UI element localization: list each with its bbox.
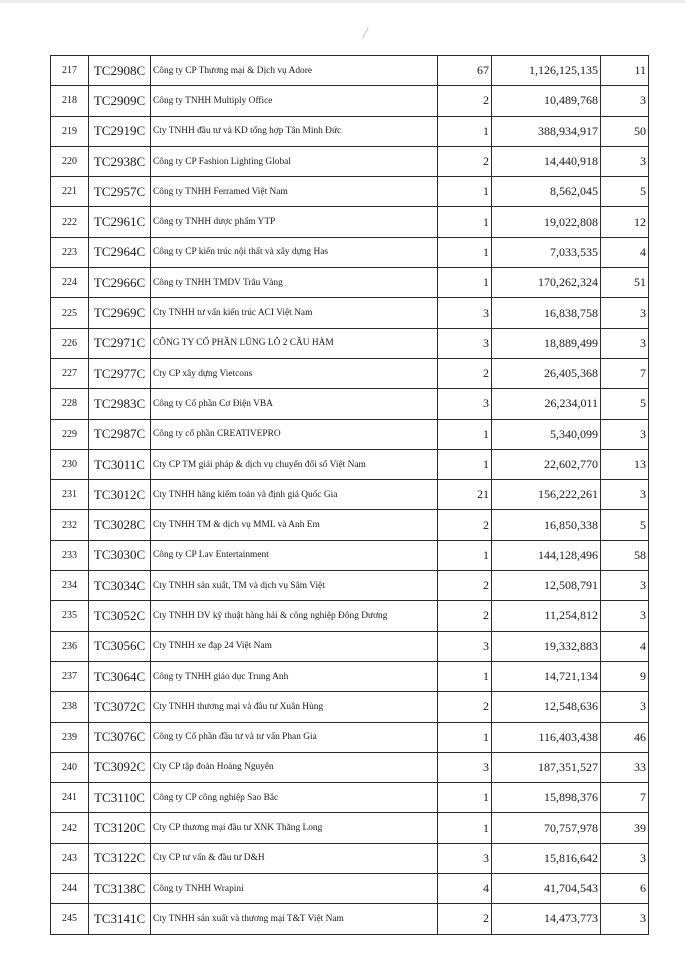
company-name: Cty TNHH TM & dịch vụ MML và Anh Em xyxy=(151,510,438,540)
count: 3 xyxy=(601,601,649,631)
count: 5 xyxy=(601,177,649,207)
company-name: Công ty TNHH Ferramed Việt Nam xyxy=(151,177,438,207)
table-row xyxy=(51,813,649,843)
count: 12 xyxy=(601,207,649,237)
count: 7 xyxy=(601,358,649,388)
row-index: 219 xyxy=(51,116,89,146)
row-index: 241 xyxy=(51,783,89,813)
company-code: TC2961C xyxy=(89,207,151,237)
quantity: 1 xyxy=(438,419,492,449)
count: 46 xyxy=(601,722,649,752)
company-name: Công ty Cổ phần Cơ Điện VBA xyxy=(151,389,438,419)
table-row xyxy=(51,874,649,904)
company-code: TC3034C xyxy=(89,571,151,601)
company-code: TC3011C xyxy=(89,449,151,479)
company-name: Công ty TNHH TMDV Trâu Vàng xyxy=(151,268,438,298)
count: 7 xyxy=(601,783,649,813)
table-row xyxy=(51,661,649,691)
row-index: 240 xyxy=(51,752,89,782)
amount: 8,562,045 xyxy=(492,177,601,207)
company-name: Cty CP thương mại đầu tư XNK Thăng Long xyxy=(151,813,438,843)
company-code: TC3110C xyxy=(89,783,151,813)
row-index: 230 xyxy=(51,449,89,479)
amount: 14,721,134 xyxy=(492,661,601,691)
row-index: 242 xyxy=(51,813,89,843)
row-index: 245 xyxy=(51,904,89,934)
table-row xyxy=(51,783,649,813)
amount: 388,934,917 xyxy=(492,116,601,146)
company-name: Công ty TNHH Multiply Office xyxy=(151,86,438,116)
company-code: TC2909C xyxy=(89,86,151,116)
quantity: 21 xyxy=(438,480,492,510)
quantity: 2 xyxy=(438,510,492,540)
table-row xyxy=(51,449,649,479)
company-code: TC3141C xyxy=(89,904,151,934)
amount: 15,816,642 xyxy=(492,843,601,873)
company-code: TC3120C xyxy=(89,813,151,843)
amount: 70,757,978 xyxy=(492,813,601,843)
company-name: Cty TNHH sản xuất và thương mại T&T Việt Nam xyxy=(151,904,438,934)
company-name: Cty TNHH DV kỹ thuật hàng hải & công nghiệp Đông Dương xyxy=(151,601,438,631)
table-row xyxy=(51,601,649,631)
table-row xyxy=(51,389,649,419)
company-name: Cty CP TM giải pháp & dịch vụ chuyển đổi số Việt Nam xyxy=(151,449,438,479)
amount: 116,403,438 xyxy=(492,722,601,752)
table-row xyxy=(51,268,649,298)
quantity: 1 xyxy=(438,722,492,752)
row-index: 239 xyxy=(51,722,89,752)
amount: 19,332,883 xyxy=(492,631,601,661)
amount: 11,254,812 xyxy=(492,601,601,631)
table-row xyxy=(51,540,649,570)
company-name: Công ty TNHH dược phẩm YTP xyxy=(151,207,438,237)
table-row xyxy=(51,480,649,510)
row-index: 231 xyxy=(51,480,89,510)
amount: 187,351,527 xyxy=(492,752,601,782)
company-code: TC2964C xyxy=(89,237,151,267)
row-index: 234 xyxy=(51,571,89,601)
count: 3 xyxy=(601,146,649,176)
company-code: TC3052C xyxy=(89,601,151,631)
count: 3 xyxy=(601,904,649,934)
row-index: 233 xyxy=(51,540,89,570)
amount: 12,548,636 xyxy=(492,692,601,722)
amount: 15,898,376 xyxy=(492,783,601,813)
amount: 5,340,099 xyxy=(492,419,601,449)
table-row xyxy=(51,207,649,237)
amount: 7,033,535 xyxy=(492,237,601,267)
quantity: 1 xyxy=(438,268,492,298)
amount: 26,405,368 xyxy=(492,358,601,388)
count: 3 xyxy=(601,328,649,358)
quantity: 3 xyxy=(438,843,492,873)
count: 3 xyxy=(601,692,649,722)
amount: 170,262,324 xyxy=(492,268,601,298)
amount: 1,126,125,135 xyxy=(492,56,601,86)
company-name: Công ty CP Fashion Lighting Global xyxy=(151,146,438,176)
company-name: Cty CP xây dựng Vietcons xyxy=(151,358,438,388)
company-name: Công ty Cổ phần đầu tư và tư vấn Phan Gia xyxy=(151,722,438,752)
company-code: TC2977C xyxy=(89,358,151,388)
table-row xyxy=(51,843,649,873)
company-name: Cty TNHH hãng kiểm toán và định giá Quốc Gia xyxy=(151,480,438,510)
row-index: 221 xyxy=(51,177,89,207)
table-row xyxy=(51,631,649,661)
count: 4 xyxy=(601,237,649,267)
quantity: 3 xyxy=(438,389,492,419)
count: 3 xyxy=(601,571,649,601)
company-code: TC3122C xyxy=(89,843,151,873)
amount: 22,602,770 xyxy=(492,449,601,479)
amount: 41,704,543 xyxy=(492,874,601,904)
quantity: 2 xyxy=(438,601,492,631)
quantity: 67 xyxy=(438,56,492,86)
amount: 144,128,496 xyxy=(492,540,601,570)
quantity: 1 xyxy=(438,237,492,267)
quantity: 3 xyxy=(438,298,492,328)
table-row xyxy=(51,56,649,86)
company-name: Công ty TNHH giáo dục Trung Anh xyxy=(151,661,438,691)
count: 33 xyxy=(601,752,649,782)
table-row xyxy=(51,722,649,752)
row-index: 235 xyxy=(51,601,89,631)
row-index: 243 xyxy=(51,843,89,873)
company-name: Cty CP tập đoàn Hoàng Nguyên xyxy=(151,752,438,782)
row-index: 224 xyxy=(51,268,89,298)
count: 58 xyxy=(601,540,649,570)
quantity: 1 xyxy=(438,661,492,691)
amount: 16,838,758 xyxy=(492,298,601,328)
company-name: Cty TNHH tư vấn kiến trúc ACI Việt Nam xyxy=(151,298,438,328)
table-row xyxy=(51,510,649,540)
count: 5 xyxy=(601,389,649,419)
company-name: Công ty CP kiến trúc nội thất và xây dựng Has xyxy=(151,237,438,267)
company-code: TC3076C xyxy=(89,722,151,752)
count: 9 xyxy=(601,661,649,691)
row-index: 228 xyxy=(51,389,89,419)
amount: 14,440,918 xyxy=(492,146,601,176)
company-code: TC3064C xyxy=(89,661,151,691)
table-row xyxy=(51,358,649,388)
quantity: 2 xyxy=(438,692,492,722)
amount: 16,850,338 xyxy=(492,510,601,540)
count: 3 xyxy=(601,298,649,328)
table-row xyxy=(51,752,649,782)
company-code: TC2938C xyxy=(89,146,151,176)
company-name: Cty TNHH đầu tư và KD tổng hợp Tân Minh Đức xyxy=(151,116,438,146)
table-row xyxy=(51,116,649,146)
company-code: TC2919C xyxy=(89,116,151,146)
amount: 26,234,011 xyxy=(492,389,601,419)
row-index: 237 xyxy=(51,661,89,691)
page-header-mark: / xyxy=(363,25,368,42)
quantity: 1 xyxy=(438,540,492,570)
row-index: 226 xyxy=(51,328,89,358)
row-index: 244 xyxy=(51,874,89,904)
company-code: TC3056C xyxy=(89,631,151,661)
count: 13 xyxy=(601,449,649,479)
quantity: 1 xyxy=(438,177,492,207)
company-code: TC3072C xyxy=(89,692,151,722)
viewer-top-bar xyxy=(0,0,685,3)
table-row xyxy=(51,177,649,207)
count: 50 xyxy=(601,116,649,146)
company-name: Công ty cổ phần CREATIVEPRO xyxy=(151,419,438,449)
company-code: TC2966C xyxy=(89,268,151,298)
quantity: 3 xyxy=(438,328,492,358)
company-code: TC2983C xyxy=(89,389,151,419)
quantity: 4 xyxy=(438,874,492,904)
company-name: CÔNG TY CỔ PHẦN LŨNG LÔ 2 CẦU HÀM xyxy=(151,328,438,358)
count: 5 xyxy=(601,510,649,540)
count: 11 xyxy=(601,56,649,86)
row-index: 220 xyxy=(51,146,89,176)
count: 3 xyxy=(601,86,649,116)
company-code: TC3012C xyxy=(89,480,151,510)
amount: 14,473,773 xyxy=(492,904,601,934)
company-name: Công ty CP Thương mại & Dịch vụ Adore xyxy=(151,56,438,86)
quantity: 1 xyxy=(438,116,492,146)
row-index: 223 xyxy=(51,237,89,267)
row-index: 225 xyxy=(51,298,89,328)
row-index: 232 xyxy=(51,510,89,540)
quantity: 2 xyxy=(438,904,492,934)
company-code: TC2971C xyxy=(89,328,151,358)
company-code: TC2969C xyxy=(89,298,151,328)
count: 51 xyxy=(601,268,649,298)
company-code: TC3138C xyxy=(89,874,151,904)
amount: 19,022,808 xyxy=(492,207,601,237)
count: 3 xyxy=(601,480,649,510)
table-row xyxy=(51,298,649,328)
quantity: 1 xyxy=(438,783,492,813)
row-index: 218 xyxy=(51,86,89,116)
quantity: 2 xyxy=(438,146,492,176)
company-code: TC2908C xyxy=(89,56,151,86)
company-name: Cty TNHH xe đạp 24 Việt Nam xyxy=(151,631,438,661)
quantity: 3 xyxy=(438,631,492,661)
company-code: TC3030C xyxy=(89,540,151,570)
quantity: 3 xyxy=(438,752,492,782)
company-name: Công ty TNHH Wrapini xyxy=(151,874,438,904)
table-row xyxy=(51,237,649,267)
table-row xyxy=(51,904,649,934)
row-index: 236 xyxy=(51,631,89,661)
quantity: 1 xyxy=(438,207,492,237)
company-name: Công ty CP Lav Entertainment xyxy=(151,540,438,570)
company-code: TC2957C xyxy=(89,177,151,207)
table-row xyxy=(51,692,649,722)
quantity: 2 xyxy=(438,86,492,116)
count: 39 xyxy=(601,813,649,843)
table-row xyxy=(51,419,649,449)
quantity: 2 xyxy=(438,358,492,388)
amount: 156,222,261 xyxy=(492,480,601,510)
company-name: Cty TNHH sản xuất, TM và dịch vụ Sâm Việt xyxy=(151,571,438,601)
quantity: 1 xyxy=(438,813,492,843)
row-index: 229 xyxy=(51,419,89,449)
table-row xyxy=(51,146,649,176)
table-row xyxy=(51,86,649,116)
company-name: Cty CP tư vấn & đầu tư D&H xyxy=(151,843,438,873)
company-code: TC2987C xyxy=(89,419,151,449)
amount: 18,889,499 xyxy=(492,328,601,358)
table-row xyxy=(51,328,649,358)
row-index: 222 xyxy=(51,207,89,237)
amount: 10,489,768 xyxy=(492,86,601,116)
company-list-table xyxy=(50,55,649,935)
count: 3 xyxy=(601,843,649,873)
company-name: Cty TNHH thương mại và đầu tư Xuân Hùng xyxy=(151,692,438,722)
count: 3 xyxy=(601,419,649,449)
quantity: 2 xyxy=(438,571,492,601)
count: 4 xyxy=(601,631,649,661)
company-name: Công ty CP công nghiệp Sao Bắc xyxy=(151,783,438,813)
company-code: TC3092C xyxy=(89,752,151,782)
amount: 12,508,791 xyxy=(492,571,601,601)
quantity: 1 xyxy=(438,449,492,479)
row-index: 217 xyxy=(51,56,89,86)
table-row xyxy=(51,571,649,601)
table-body xyxy=(51,56,649,935)
company-code: TC3028C xyxy=(89,510,151,540)
row-index: 227 xyxy=(51,358,89,388)
count: 6 xyxy=(601,874,649,904)
row-index: 238 xyxy=(51,692,89,722)
